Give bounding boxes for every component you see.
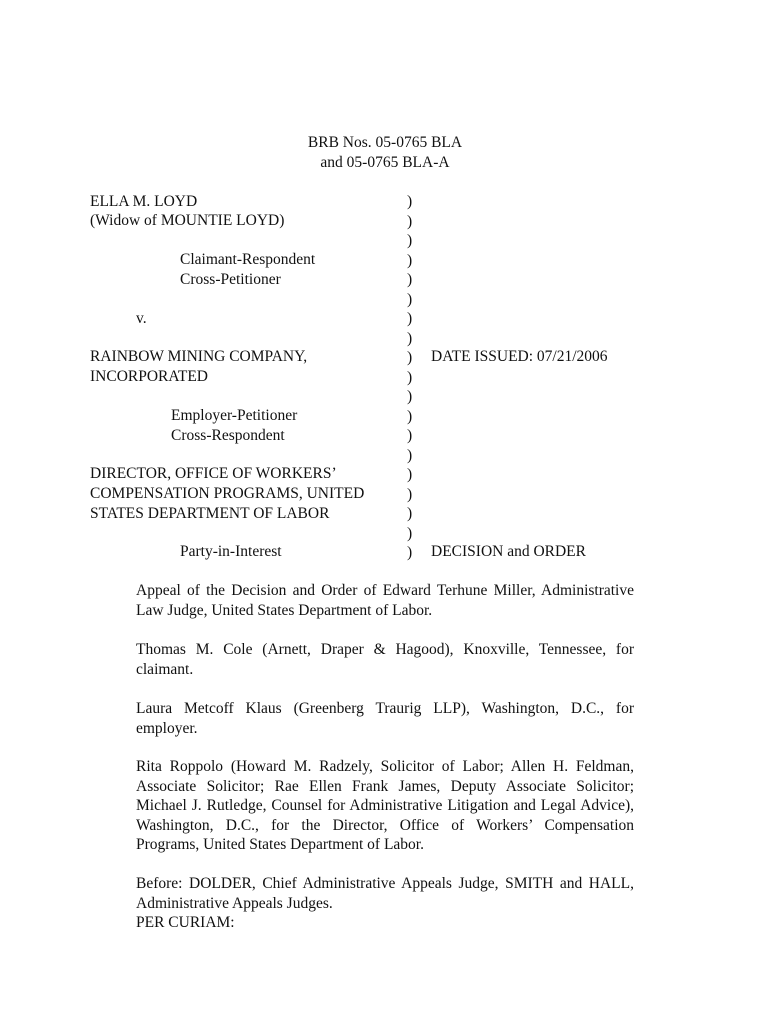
paragraph-line: Rita Roppolo (Howard M. Radzely, Solicitor of Labor; Allen H. Feldman, [136,758,634,775]
caption-paren: ) [407,466,413,483]
paragraph-line: Michael J. Rutledge, Counsel for Administrative Litigation and Legal Advice), [136,797,634,814]
director-counsel-paragraph [136,757,634,855]
caption-paren: ) [407,388,413,405]
director-role-party-in-interest: Party-in-Interest [180,543,282,560]
director-name-line2: COMPENSATION PROGRAMS, UNITED [90,485,365,502]
caption-paren: ) [407,524,413,542]
paragraph-line: Washington, D.C., for the Director, Office of Workers’ Compensation [136,816,634,834]
employer-name-line1: RAINBOW MINING COMPANY, [90,348,308,365]
caption-paren: ) [407,427,413,444]
caption-paren: ) [407,193,413,210]
paragraph-line: Laura Metcoff Klaus (Greenberg Traurig LLP), Washington, D.C., for [136,700,634,717]
claimant-counsel-paragraph [136,640,634,679]
employer-name-line2: INCORPORATED [90,368,208,385]
paragraph-line: Law Judge, United States Department of Labor. [136,601,433,619]
caption-paren: ) [407,505,413,522]
caption-paren: ) [407,485,413,503]
caption-paren: ) [407,368,413,386]
before-panel-paragraph [136,874,634,933]
per-curiam-label: PER CURIAM: [136,914,235,931]
caption-paren: ) [407,407,413,425]
employer-role-cross-respondent: Cross-Respondent [171,427,285,444]
versus-label: v. [136,310,147,327]
docket-number-line1: BRB Nos. 05-0765 BLA [307,134,463,151]
paragraph-line: Associate Solicitor; Rae Ellen Frank James, Deputy Associate Solicitor; [136,777,634,795]
claimant-role-respondent: Claimant-Respondent [180,251,316,268]
employer-role-petitioner: Employer-Petitioner [171,407,298,424]
employer-counsel-paragraph [136,699,634,738]
director-name-line1: DIRECTOR, OFFICE OF WORKERS’ [90,465,337,482]
caption-paren: ) [407,310,413,327]
paragraph-line: Thomas M. Cole (Arnett, Draper & Hagood), Knoxville, Tennessee, for [136,641,634,658]
docket-number-line2: and 05-0765 BLA-A [320,154,450,171]
caption-paren: ) [407,544,413,561]
appeal-paragraph [136,581,634,620]
claimant-name: ELLA M. LOYD [90,193,198,210]
caption-paren: ) [407,251,413,269]
paragraph-line: Appeal of the Decision and Order of Edward Terhune Miller, Administrative [136,582,634,599]
caption-paren: ) [407,349,413,366]
paragraph-line: Programs, United States Department of Labor. [136,836,424,853]
paragraph-line: claimant. [136,660,194,678]
caption-paren: ) [407,271,413,288]
paragraph-line: employer. [136,719,198,737]
claimant-widow-of: (Widow of MOUNTIE LOYD) [90,212,285,229]
director-name-line3: STATES DEPARTMENT OF LABOR [90,505,330,522]
paragraph-line: Before: DOLDER, Chief Administrative Appeals Judge, SMITH and HALL, [136,875,634,892]
caption-paren: ) [407,212,413,230]
caption-paren: ) [407,329,413,347]
decision-and-order-label: DECISION and ORDER [431,543,586,560]
caption-paren: ) [407,232,413,249]
date-issued: DATE ISSUED: 07/21/2006 [431,348,608,365]
claimant-role-cross-petitioner: Cross-Petitioner [180,271,281,288]
caption-paren: ) [407,290,413,308]
paragraph-line: Administrative Appeals Judges. [136,894,333,912]
caption-paren: ) [407,446,413,464]
